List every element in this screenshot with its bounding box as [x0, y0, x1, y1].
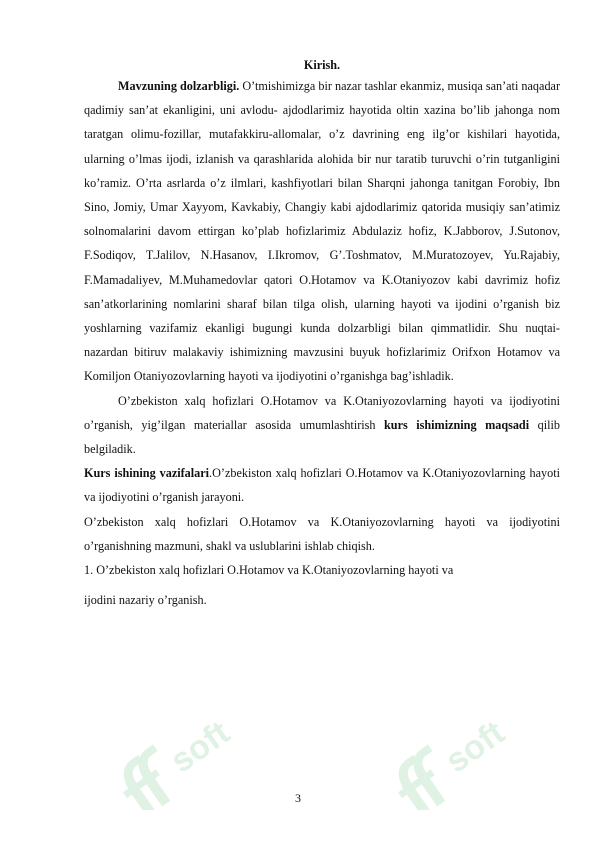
paragraph-task-detail: O’zbekiston xalq hofizlari O.Hotamov va K.Otaniyozovlarning hayoti va ijodiyotini o’rganishning mazmuni, shakl va uslublarini ishlab chiqish. — [84, 514, 560, 553]
document-body — [84, 56, 560, 612]
svg-text:soft: soft — [438, 713, 512, 781]
list-item-1-line1: 1. O’zbekiston xalq hofizlari O.Hotamov va K.Otaniyozovlarning hayoti va — [84, 563, 454, 578]
page-title: Kirish. — [303, 58, 341, 72]
paragraph-lead: Kurs ishining vazifalari — [84, 466, 210, 481]
paragraph-bold: kurs ishimizning maqsadi — [384, 417, 530, 432]
svg-text:soft: soft — [163, 713, 237, 781]
page-number: 3 — [295, 791, 301, 805]
paragraph-text: .O’zbekiston xalq hofizlari O.Hotamov va K.Otaniyozovlarning hayoti va ijodiyotini o’rganish jarayoni. — [84, 466, 560, 505]
paragraph-tail: qilib belgiladik. — [84, 417, 560, 457]
paragraph-relevance — [84, 74, 560, 389]
paragraph-tasks — [84, 461, 560, 509]
paragraph-text: O’tmishimizga bir nazar tashlar ekanmiz, musiqa san’ati naqadar qadimiy san’at ekanligini, uni avlodu- ajdodlarimiz hayotida oltin xazina bo’lib jahonga nom taratgan olimu-fozillar, mutafakkiru-allomalar, o’z davrining eng ilg’or kishilari hayotida, ularning o’lmas ijodi, izlanish va qarashlarida alohida bir nur taratib turuvchi o’rin tutganligini ko’ramiz. O’rta asrlarda o’z ilmlari, kashfiyotlari bilan Sharqni jahonga tanitgan Forobiy, Ibn Sino, Jomiy, Umar Xayyom, Kavkabiy, Changiy kabi ajdodlarimiz qatorida musiqiy san’atimiz solnomalarini davom ettirgan ko’plab hofizlarimiz Abdulaziz hofiz, K.Jabborov, J.Sutonov, F.Sodiqov, T.Jalilov, N.Hasanov, I.Ikromov, G’.Toshmatov, M.Muratozoyev, Yu.Rajabiy, F.Mamadaliyev, M.Muhamedovlar qatori O.Hotamov va K.Otaniyozov kabi davrimiz hofiz san’atkorlarining nomlarini sharaf bilan tilga olish, ularning hayoti va ijodini o’rganish biz yoshlarning vazifamiz ekanligi bugungi kunda dolzarbligi bilan qimmatlidir. Shu nuqtai-nazardan bitiruv malakaviy ishimizning mavzusini buyuk hofizlarimiz Orifxon Hotamov va Komiljon Otaniyozovlarning hayoti va ijodiyotini o’rganishga bag’ishladik. — [84, 79, 561, 384]
paragraph-text: O’zbekiston xalq hofizlari O.Hotamov va K.Otaniyozovlarning hayoti va ijodiyotini o’rganish, yig’ilgan materiallar asosida umumlashtirish — [84, 393, 560, 432]
paragraph-lead: Mavzuning dolzarbligi. — [118, 79, 240, 93]
list-item-1-line2: ijodini nazariy o’rganish. — [84, 593, 207, 608]
paragraph-goal — [84, 389, 560, 462]
